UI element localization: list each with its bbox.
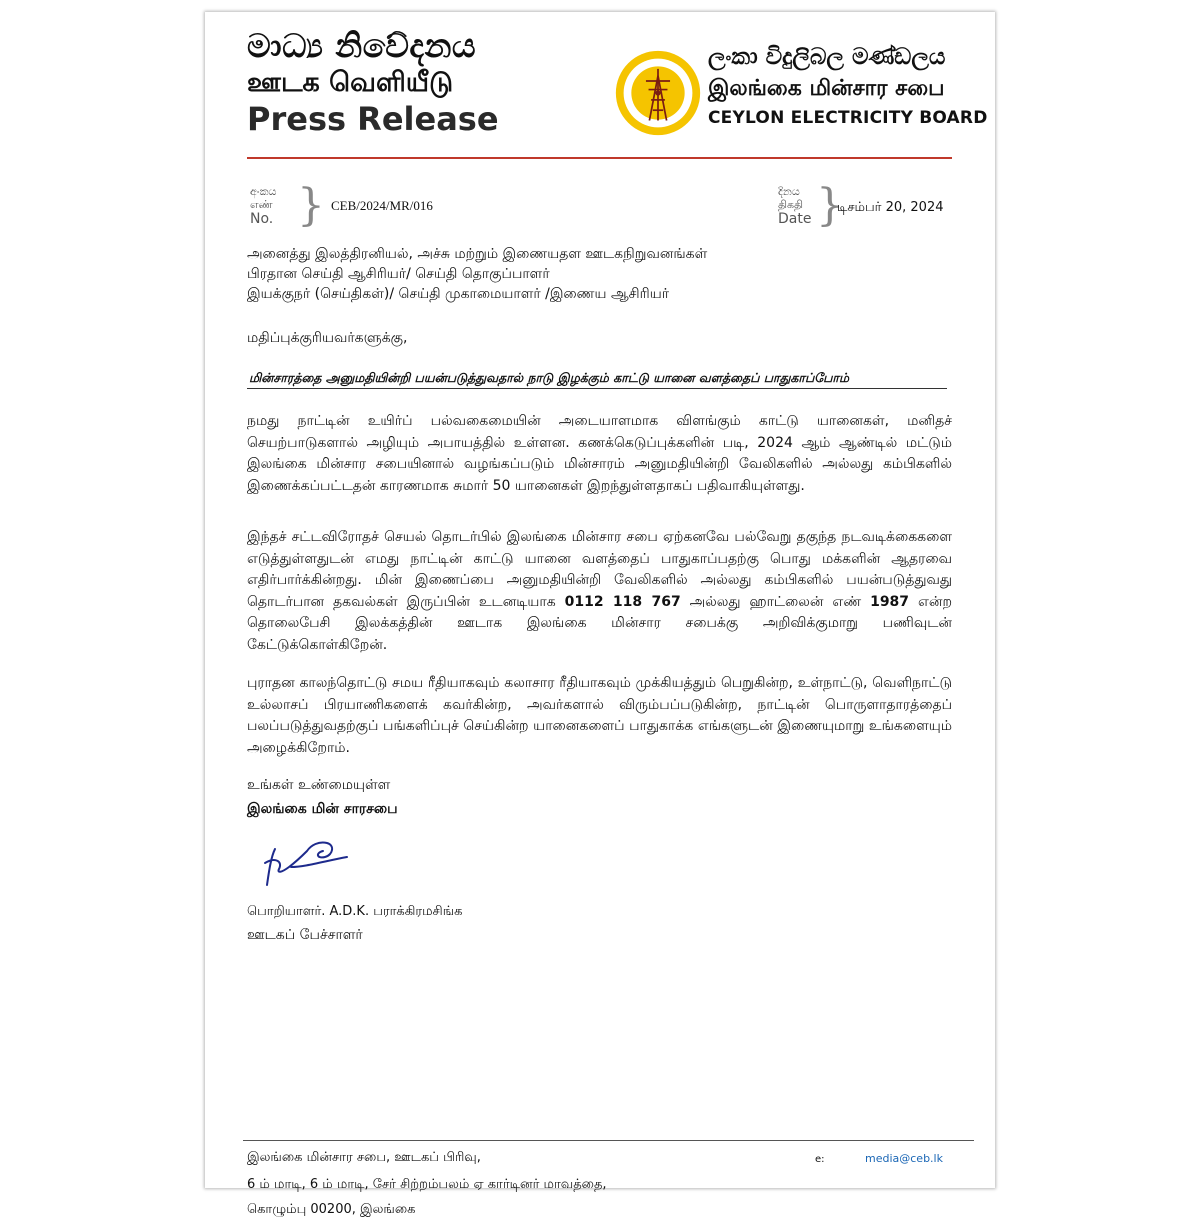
- date-label-ta: திகதி: [778, 198, 804, 211]
- header-divider: [247, 157, 952, 159]
- recipient-line: இயக்குநர் (செய்திகள்)/ செய்தி முகாமையாளர் /இணைய ஆசிரியர்: [247, 286, 670, 302]
- email-link[interactable]: media@ceb.lk: [865, 1152, 943, 1165]
- recipients: [247, 244, 707, 304]
- phone-number: 0112 118 767: [564, 593, 681, 610]
- press-release-page: [205, 12, 995, 1217]
- org-name-english: CEYLON ELECTRICITY BOARD: [708, 108, 988, 128]
- ceb-logo-icon: [615, 50, 701, 136]
- closing-org: இலங்கை மின் சாரசபை: [247, 801, 398, 817]
- title-english: Press Release: [247, 100, 499, 138]
- footer-address-line: 6 ம் மாடி, 6 ம் மாடி, சேர் சிற்றம்பலம் ஏ கார்டினர் மாவத்தை,: [247, 1177, 607, 1192]
- paragraph-2-part-b: அல்லது ஹாட்லைன் எண்: [680, 593, 871, 610]
- paragraph-3: புராதன காலந்தொட்டு சமய ரீதியாகவும் கலாசார ரீதியாகவும் முக்கியத்தும் பெறுகின்ற, உள்நாட்டு, வெளிநாட்டு உல்லாசப் பிரயாணிகளைக் கவர்கின்ற, அவர்களால் விரும்பப்படுகின்ற, நாட்டின் பொருளாதாரத்தைப் பலப்படுத்துவதற்குப் பங்களிப்புச் செய்கின்ற யானைகளைப் பாதுகாக்க எங்களுடன் இணையுமாறு உங்களையும் அழைக்கிறோம்.: [247, 675, 952, 756]
- date-label: [778, 185, 811, 228]
- ref-brace: }: [297, 180, 325, 231]
- subject-line: மின்சாரத்தை அனுமதியின்றி பயன்படுத்துவதால் நாடு இழக்கும் காட்டு யானை வளத்தைப் பாதுகாப்போம்: [249, 370, 850, 385]
- greeting: மதிப்புக்குரியவர்களுக்கு,: [247, 330, 408, 346]
- date-label-en: Date: [778, 211, 812, 227]
- date-label-si: දිනය: [778, 185, 800, 198]
- hotline-number: 1987: [870, 593, 910, 610]
- paragraph-2-part-a: இந்தச் சட்டவிரோதச் செயல் தொடர்பில் இலங்கை மின்சார சபை ஏற்கனவே பல்வேறு தகுந்த நடவடிக்கைகளை எடுத்துள்ளதுடன் எமது நாட்டின் காட்டு யானை வளத்தைப் பாதுகாப்பதற்கு பொது மக்களின் ஆதரவை எதிர்பார்க்கின்றது. மின் இணைப்பை அனுமதியின்றி வேலிகளில் அல்லது கம்பிகளில் பயன்படுத்துவது தொடர்பான தகவல்கள் இருப்பின் உடனடியாக: [247, 529, 952, 610]
- reference-number: CEB/2024/MR/016: [331, 198, 433, 213]
- org-name-tamil: இலங்கை மின்சார சபை: [708, 76, 945, 101]
- paragraph-2: [247, 527, 952, 656]
- recipient-line: அனைத்து இலத்திரனியல், அச்சு மற்றும் இணையதள ஊடகநிறுவனங்கள்: [247, 246, 708, 262]
- signer-title: ஊடகப் பேச்சாளர்: [247, 927, 363, 943]
- ref-label-en: No.: [250, 211, 274, 227]
- paragraph-1: நமது நாட்டின் உயிர்ப் பல்வகைமையின் அடையாளமாக விளங்கும் காட்டு யானைகள், மனிதச் செயற்பாடுகளால் அழியும் அபாயத்தில் உள்ளன. கணக்கெடுப்புக்களின் படி, 2024 ஆம் ஆண்டில் மட்டும் இலங்கை மின்சார சபையினால் வழங்கப்படும் மின்சாரம் அனுமதியின்றி வேலிகளில் அல்லது கம்பிகளில் இணைக்கப்பட்டதன் காரணமாக சுமார் 50 யானைகள் இறந்துள்ளதாகப் பதிவாகியுள்ளது.: [247, 413, 952, 494]
- recipient-line: பிரதான செய்தி ஆசிரியர்/ செய்தி தொகுப்பாளர்: [247, 266, 550, 282]
- title-tamil: ஊடக வெளியீடு: [247, 67, 454, 98]
- footer-address-line: இலங்கை மின்சார சபை, ஊடகப் பிரிவு,: [247, 1150, 481, 1165]
- date-brace: }: [816, 180, 844, 231]
- signer-name: பொறியாளர். A.D.K. பராக்கிரமசிங்க: [247, 904, 463, 919]
- email-label: e:: [815, 1154, 825, 1165]
- footer-address-line: கொழும்பு 00200, இலங்கை: [247, 1202, 416, 1217]
- footer-divider: [243, 1140, 974, 1141]
- ref-label: [250, 185, 276, 228]
- paragraph-2-part-c: என்ற தொலைபேசி இலக்கத்தின் ஊடாக இலங்கை மின்சார சபைக்கு அறிவிக்குமாறு பணிவுடன் கேட்டுக்கொள்கிறேன்.: [247, 593, 952, 653]
- date-value: டிசம்பர் 20, 2024: [837, 200, 944, 215]
- org-name-sinhala: ලංකා විදුලිබල මණ්ඩලය: [708, 44, 946, 70]
- handwritten-signature: [255, 827, 355, 892]
- ref-label-si: අංකය: [250, 185, 277, 198]
- title-sinhala: මාධ්‍ය නිවේදනය: [247, 26, 477, 65]
- closing: உங்கள் உண்மையுள்ள: [247, 777, 391, 793]
- ref-label-ta: எண்: [250, 198, 273, 211]
